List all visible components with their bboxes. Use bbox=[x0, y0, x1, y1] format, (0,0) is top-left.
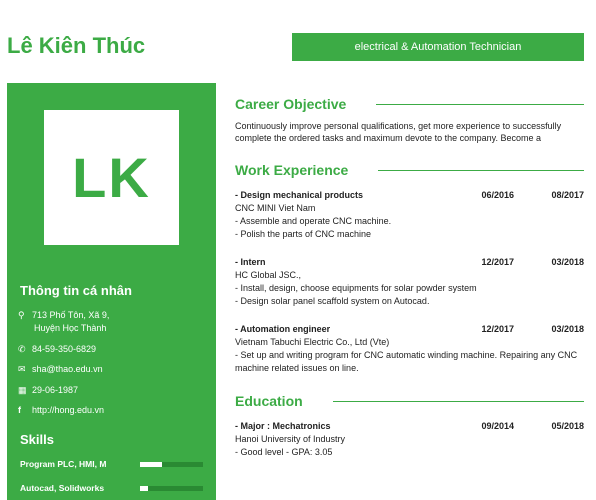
email-icon: ✉ bbox=[18, 364, 26, 374]
job-detail: - Install, design, choose equipments for solar powder system bbox=[235, 283, 477, 293]
skill-label: Program PLC, HMI, M bbox=[20, 459, 107, 469]
job-detail: - Polish the parts of CNC machine bbox=[235, 229, 372, 239]
section-title: Career Objective bbox=[235, 96, 347, 112]
info-address bbox=[18, 309, 109, 335]
job-entry bbox=[235, 257, 584, 308]
job-role: - Automation engineer bbox=[235, 324, 331, 334]
job-title-banner: electrical & Automation Technician bbox=[292, 33, 584, 61]
job-detail: - Assemble and operate CNC machine. bbox=[235, 216, 392, 226]
education-school: Hanoi University of Industry bbox=[235, 434, 346, 444]
info-birthday bbox=[18, 384, 78, 397]
skill-label: Autocad, Solidworks bbox=[20, 483, 105, 493]
job-detail: - Design solar panel scaffold system on Autocad. bbox=[235, 296, 430, 306]
job-start-date: 06/2016 bbox=[481, 190, 514, 200]
work-experience-section bbox=[235, 162, 584, 375]
section-divider bbox=[333, 401, 584, 402]
email-text: sha@thao.edu.vn bbox=[32, 364, 103, 374]
job-start-date: 12/2017 bbox=[481, 324, 514, 334]
job-end-date: 03/2018 bbox=[551, 257, 584, 267]
address-line-2: Huyện Học Thành bbox=[34, 323, 107, 333]
job-company: HC Global JSC., bbox=[235, 270, 302, 280]
job-entry bbox=[235, 324, 584, 375]
skills-heading: Skills bbox=[20, 432, 54, 447]
skill-item bbox=[20, 459, 210, 469]
education-end-date: 05/2018 bbox=[551, 421, 584, 431]
facebook-text: http://hong.edu.vn bbox=[32, 405, 105, 415]
job-entry bbox=[235, 190, 584, 241]
section-title: Education bbox=[235, 393, 303, 409]
address-line-1: 713 Phố Tôn, Xã 9, bbox=[32, 310, 110, 320]
section-title: Work Experience bbox=[235, 162, 349, 178]
career-objective-section bbox=[235, 96, 584, 144]
job-start-date: 12/2017 bbox=[481, 257, 514, 267]
job-company: Vietnam Tabuchi Electric Co., Ltd (Vte) bbox=[235, 337, 390, 347]
job-role: - Intern bbox=[235, 257, 266, 267]
education-entry bbox=[235, 421, 584, 459]
info-phone bbox=[18, 343, 96, 356]
job-company: CNC MINI Viet Nam bbox=[235, 203, 316, 213]
personal-info-heading: Thông tin cá nhân bbox=[20, 283, 132, 298]
education-major: - Major : Mechatronics bbox=[235, 421, 331, 431]
job-detail: - Set up and writing program for CNC automatic winding machine. Repairing any CNC machine related issues on line. bbox=[235, 350, 578, 373]
skill-bar bbox=[140, 462, 203, 467]
skill-item bbox=[20, 483, 210, 493]
sidebar bbox=[7, 83, 216, 500]
skill-fill bbox=[140, 486, 148, 491]
education-section bbox=[235, 393, 584, 459]
skill-fill bbox=[140, 462, 162, 467]
job-end-date: 08/2017 bbox=[551, 190, 584, 200]
career-objective-text: Continuously improve personal qualifications, get more experience to successfully complete the ordered tasks and maximum devote to the company. Become a bbox=[235, 121, 562, 143]
job-end-date: 03/2018 bbox=[551, 324, 584, 334]
birthday-text: 29-06-1987 bbox=[32, 385, 79, 395]
section-divider bbox=[378, 170, 584, 171]
skill-bar bbox=[140, 486, 203, 491]
facebook-icon: f bbox=[18, 405, 21, 415]
location-icon: ⚲ bbox=[18, 310, 25, 320]
info-email bbox=[18, 363, 103, 376]
info-facebook bbox=[18, 404, 104, 417]
phone-text: 84-59-350-6829 bbox=[32, 344, 97, 354]
phone-icon: ✆ bbox=[18, 344, 26, 354]
section-divider bbox=[376, 104, 584, 105]
candidate-name: Lê Kiên Thúc bbox=[7, 33, 146, 58]
education-detail: - Good level - GPA: 3.05 bbox=[235, 447, 333, 457]
calendar-icon: ▦ bbox=[18, 385, 27, 395]
avatar: LK bbox=[44, 110, 179, 245]
job-role: - Design mechanical products bbox=[235, 190, 364, 200]
education-start-date: 09/2014 bbox=[481, 421, 514, 431]
